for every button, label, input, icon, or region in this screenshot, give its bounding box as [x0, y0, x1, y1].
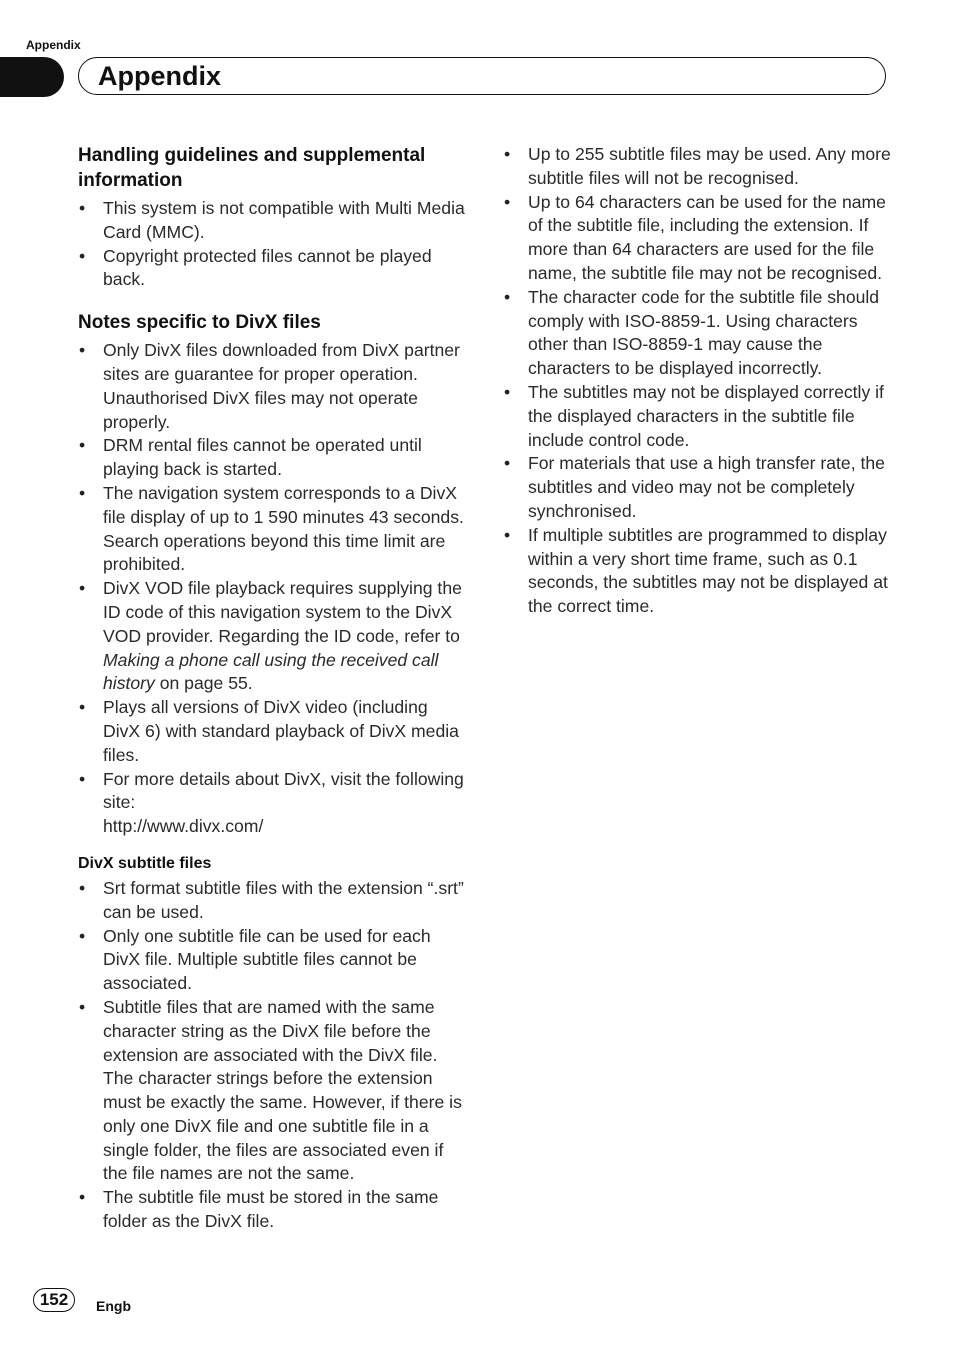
heading-divx-notes: Notes specific to DivX files	[78, 312, 321, 334]
list-item-vod	[78, 577, 466, 696]
heading-handling-guidelines: Handling guidelines and supplemental information	[78, 145, 426, 191]
list-item: • Plays all versions of DivX video (including DivX 6) with standard playback of DivX media files.	[78, 696, 466, 767]
list-item: • DRM rental files cannot be operated until playing back is started.	[78, 434, 466, 482]
details-text: For more details about DivX, visit the following site:	[103, 768, 464, 813]
list-item: • Copyright protected files cannot be played back.	[78, 245, 466, 293]
language-code: Engb	[96, 1298, 131, 1314]
list-item: • Only one subtitle file can be used for each DivX file. Multiple subtitle files cannot be associated.	[78, 925, 466, 996]
vod-page-ref: on page 55.	[154, 673, 253, 694]
list-item: • Only DivX files downloaded from DivX partner sites are guarantee for proper operation. Unauthorised DivX files may not operate properly.	[78, 339, 466, 434]
page-number: 152	[33, 1288, 75, 1312]
list-item-details	[78, 768, 466, 839]
list-item: • If multiple subtitles are programmed to display within a very short time frame, such as 0.1 seconds, the subtitles may not be displayed at the correct time.	[503, 524, 893, 619]
divx-notes-list	[78, 339, 466, 839]
list-item: • This system is not compatible with Multi Media Card (MMC).	[78, 197, 466, 245]
section-tab-marker	[0, 57, 64, 97]
list-item: • For materials that use a high transfer rate, the subtitles and video may not be completely synchronised.	[503, 452, 893, 523]
list-item: • The subtitle file must be stored in the same folder as the DivX file.	[78, 1186, 466, 1234]
subtitle-files-list	[78, 877, 466, 1234]
list-item: • Up to 255 subtitle files may be used. Any more subtitle files will not be recognised.	[503, 143, 893, 191]
subtitle-notes-list	[503, 143, 893, 619]
section-title: Appendix	[98, 61, 222, 91]
list-item: • Subtitle files that are named with the same character string as the DivX file before the extension are associated with the DivX file. The character strings before the extension must be exactly the same. However, if there is only one DivX file and one subtitle file in a single folder, the files are associated even if the file names are not the same.	[78, 996, 466, 1186]
divx-url: http://www.divx.com/	[103, 816, 264, 837]
handling-guidelines-list	[78, 197, 466, 292]
list-item: • The navigation system corresponds to a DivX file display of up to 1 590 minutes 43 seconds. Search operations beyond this time limit are prohibited.	[78, 482, 466, 577]
right-column	[503, 143, 893, 619]
list-item: • The subtitles may not be displayed correctly if the displayed characters in the subtitle file include control code.	[503, 381, 893, 452]
running-head: Appendix	[26, 38, 81, 52]
list-item: • The character code for the subtitle file should comply with ISO-8859-1. Using characters other than ISO-8859-1 may cause the characters to be displayed incorrectly.	[503, 286, 893, 381]
left-column	[78, 143, 466, 1234]
vod-text: DivX VOD file playback requires supplying the ID code of this navigation system to the DivX VOD provider. Regarding the ID code, refer to	[103, 578, 462, 646]
list-item: • Srt format subtitle files with the extension “.srt” can be used.	[78, 877, 466, 925]
cross-reference: Making a phone call using the received call history	[103, 649, 439, 694]
list-item: • Up to 64 characters can be used for the name of the subtitle file, including the extension. If more than 64 characters are used for the file name, the subtitle file may not be recognised.	[503, 191, 893, 286]
subheading-divx-subtitles: DivX subtitle files	[78, 854, 212, 872]
